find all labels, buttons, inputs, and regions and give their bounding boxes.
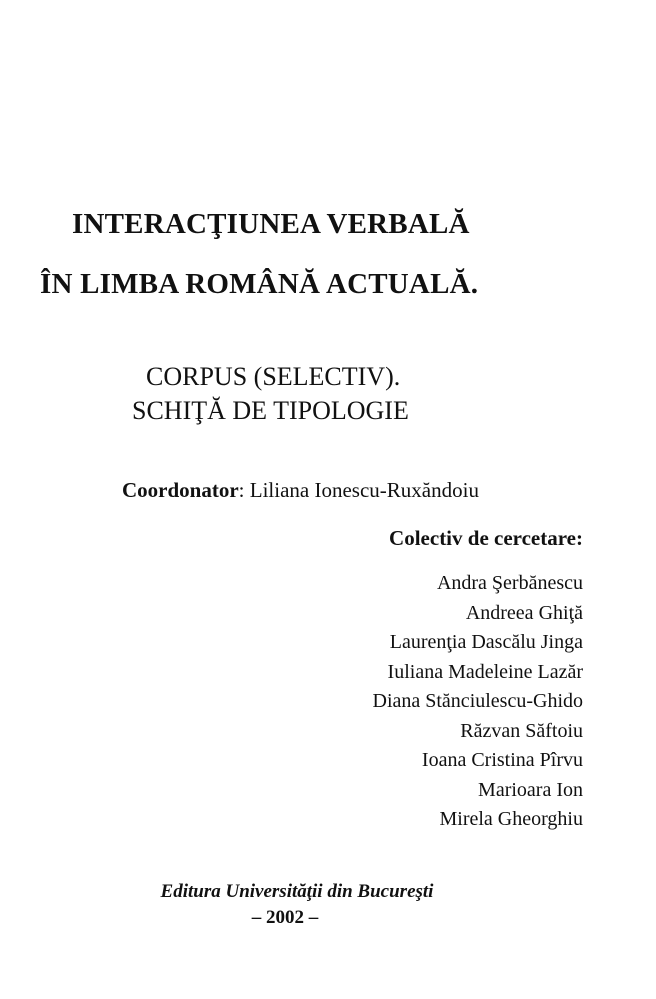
research-team-list bbox=[373, 569, 584, 835]
team-member: Ioana Cristina Pîrvu bbox=[421, 749, 583, 771]
publisher-name: Editura Universităţii din Bucureşti bbox=[160, 881, 434, 902]
coordinator-separator: : bbox=[238, 478, 250, 502]
team-member: Iuliana Madeleine Lazăr bbox=[387, 660, 583, 683]
team-member: Răzvan Săftoiu bbox=[460, 719, 583, 742]
subtitle-line-1: CORPUS (SELECTIV). bbox=[146, 362, 401, 391]
publication-year: – 2002 – bbox=[251, 907, 319, 928]
coordinator-name: Liliana Ionescu-Ruxăndoiu bbox=[249, 478, 479, 502]
title-line-1: INTERACŢIUNEA VERBALĂ bbox=[72, 208, 470, 240]
team-member: Diana Stănciulescu-Ghido bbox=[372, 690, 583, 712]
research-team-label: Colectiv de cercetare: bbox=[389, 526, 583, 550]
team-member: Marioara Ion bbox=[478, 778, 583, 801]
subtitle-line-2: SCHIŢĂ DE TIPOLOGIE bbox=[132, 396, 409, 425]
title-line-2: ÎN LIMBA ROMÂNĂ ACTUALĂ. bbox=[40, 268, 479, 300]
team-member: Mirela Gheorghiu bbox=[439, 808, 583, 830]
coordinator-line bbox=[122, 480, 479, 501]
team-member: Andra Şerbănescu bbox=[436, 572, 583, 594]
team-member: Laurenţia Dascălu Jinga bbox=[389, 631, 583, 653]
coordinator-label: Coordonator bbox=[122, 478, 239, 502]
team-member: Andreea Ghiţă bbox=[465, 601, 583, 624]
